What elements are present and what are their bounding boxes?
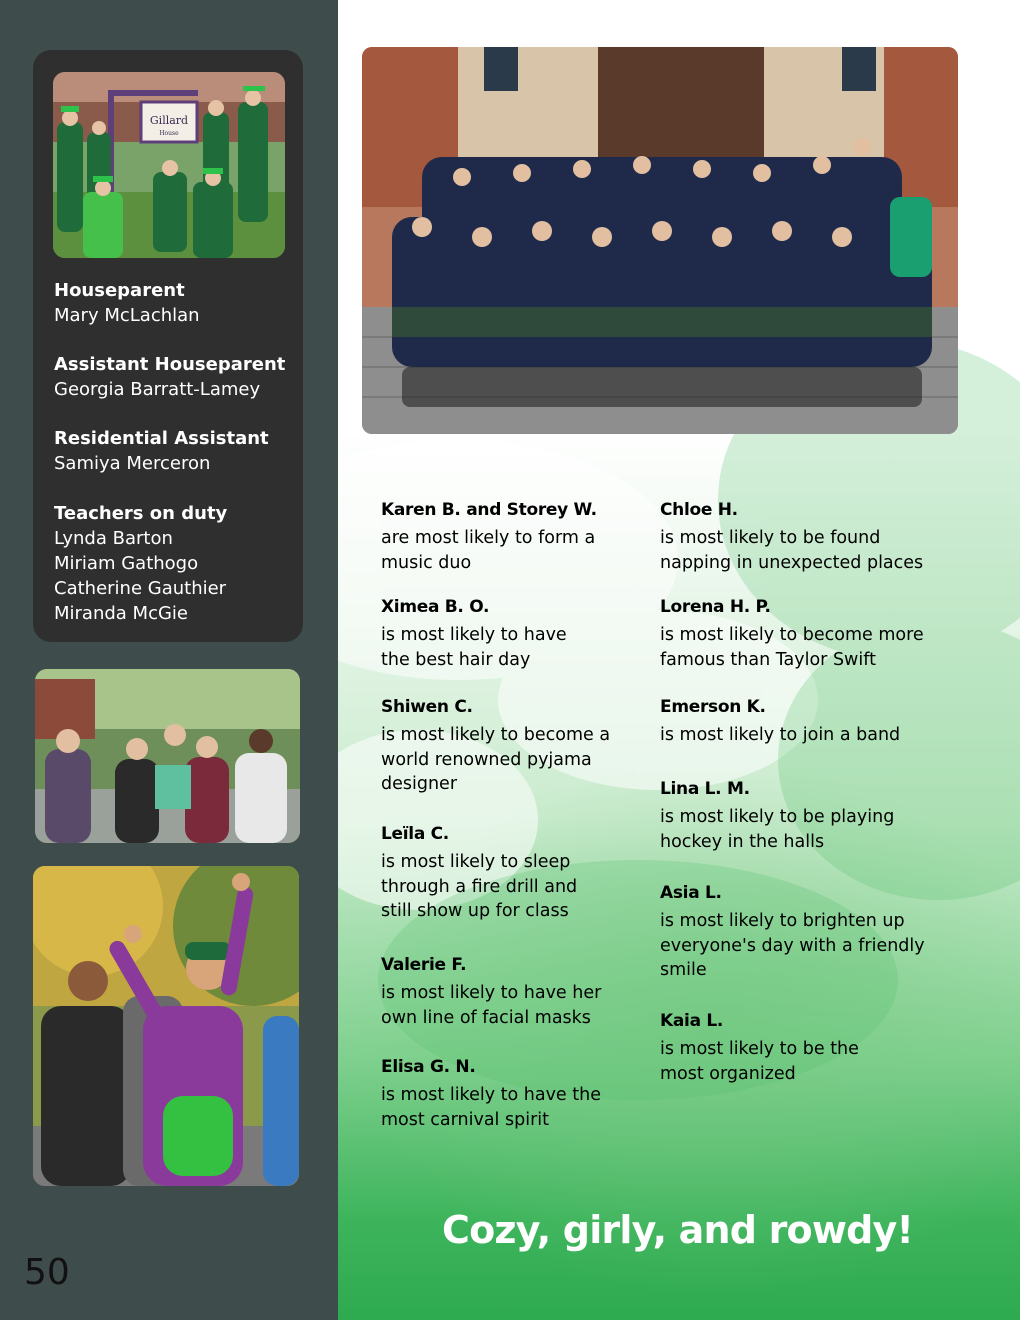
superlative-entry: [660, 498, 950, 575]
teacher-name: Catherine Gauthier: [54, 578, 227, 599]
superlative-entry: [381, 498, 631, 575]
teacher-name: Lynda Barton: [54, 528, 173, 549]
student-name: Ximea B. O.: [381, 597, 490, 617]
student-name: Chloe H.: [660, 500, 738, 520]
teachers-role: Teachers on duty: [54, 503, 228, 524]
sign-text: Gillard: [149, 114, 189, 127]
superlative-text: is most likely to have the best hair day: [381, 625, 567, 670]
superlative-entry: [660, 881, 950, 983]
student-name: Asia L.: [660, 883, 722, 903]
assistant-houseparent-role: Assistant Houseparent: [54, 354, 286, 375]
houseparent-role: Houseparent: [54, 280, 185, 301]
student-name: Lina L. M.: [660, 779, 750, 799]
student-name: Elisa G. N.: [381, 1057, 476, 1077]
sign-subtext: House: [159, 130, 179, 137]
superlative-text: are most likely to form a music duo: [381, 528, 596, 573]
superlative-entry: [381, 595, 631, 672]
houseparent-block: [54, 278, 200, 328]
superlative-text: is most likely to be playing hockey in the halls: [660, 807, 895, 852]
houseparent-name: Mary McLachlan: [54, 305, 200, 326]
teacher-name: Miriam Gathogo: [54, 553, 199, 574]
left-sidebar: [0, 0, 338, 1320]
superlative-entry: [660, 595, 950, 672]
superlative-text: is most likely to become a world renowned pyjama designer: [381, 725, 611, 794]
house-group-photo: [53, 72, 285, 258]
superlative-entry: [381, 1055, 631, 1132]
teachers-photo: [35, 669, 300, 843]
superlative-text: is most likely to be found napping in unexpected places: [660, 528, 924, 573]
superlative-text: is most likely to brighten up everyone's day with a friendly smile: [660, 911, 925, 980]
superlative-entry: [381, 695, 631, 797]
house-slogan: Cozy, girly, and rowdy!: [442, 1208, 914, 1252]
superlative-entry: [660, 777, 950, 854]
residential-assistant-role: Residential Assistant: [54, 428, 269, 449]
dancing-students-photo: [33, 866, 299, 1186]
superlative-entry: [660, 1009, 950, 1086]
superlative-text: is most likely to join a band: [660, 725, 901, 745]
assistant-houseparent-block: [54, 352, 285, 402]
superlative-entry: [381, 822, 631, 924]
superlative-text: is most likely to sleep through a fire drill and still show up for class: [381, 852, 578, 921]
teacher-name: Miranda McGie: [54, 603, 188, 624]
residential-assistant-block: [54, 426, 269, 476]
residential-assistant-name: Samiya Merceron: [54, 453, 211, 474]
superlative-entry: [660, 695, 950, 748]
superlative-text: is most likely to have her own line of facial masks: [381, 983, 602, 1028]
staff-card: [33, 50, 303, 642]
student-name: Lorena H. P.: [660, 597, 771, 617]
superlative-text: is most likely to have the most carnival spirit: [381, 1085, 601, 1130]
superlative-entry: [381, 953, 631, 1030]
student-name: Kaia L.: [660, 1011, 724, 1031]
page-number: 50: [24, 1252, 70, 1293]
assistant-houseparent-name: Georgia Barratt-Lamey: [54, 379, 261, 400]
superlative-text: is most likely to become more famous than Taylor Swift: [660, 625, 924, 670]
student-name: Valerie F.: [381, 955, 467, 975]
student-name: Karen B. and Storey W.: [381, 500, 597, 520]
superlative-text: is most likely to be the most organized: [660, 1039, 859, 1084]
student-name: Shiwen C.: [381, 697, 473, 717]
student-name: Emerson K.: [660, 697, 766, 717]
teachers-block: [54, 501, 227, 626]
student-name: Leïla C.: [381, 824, 449, 844]
main-content: [338, 0, 1020, 1320]
house-formal-group-photo: [362, 47, 958, 434]
